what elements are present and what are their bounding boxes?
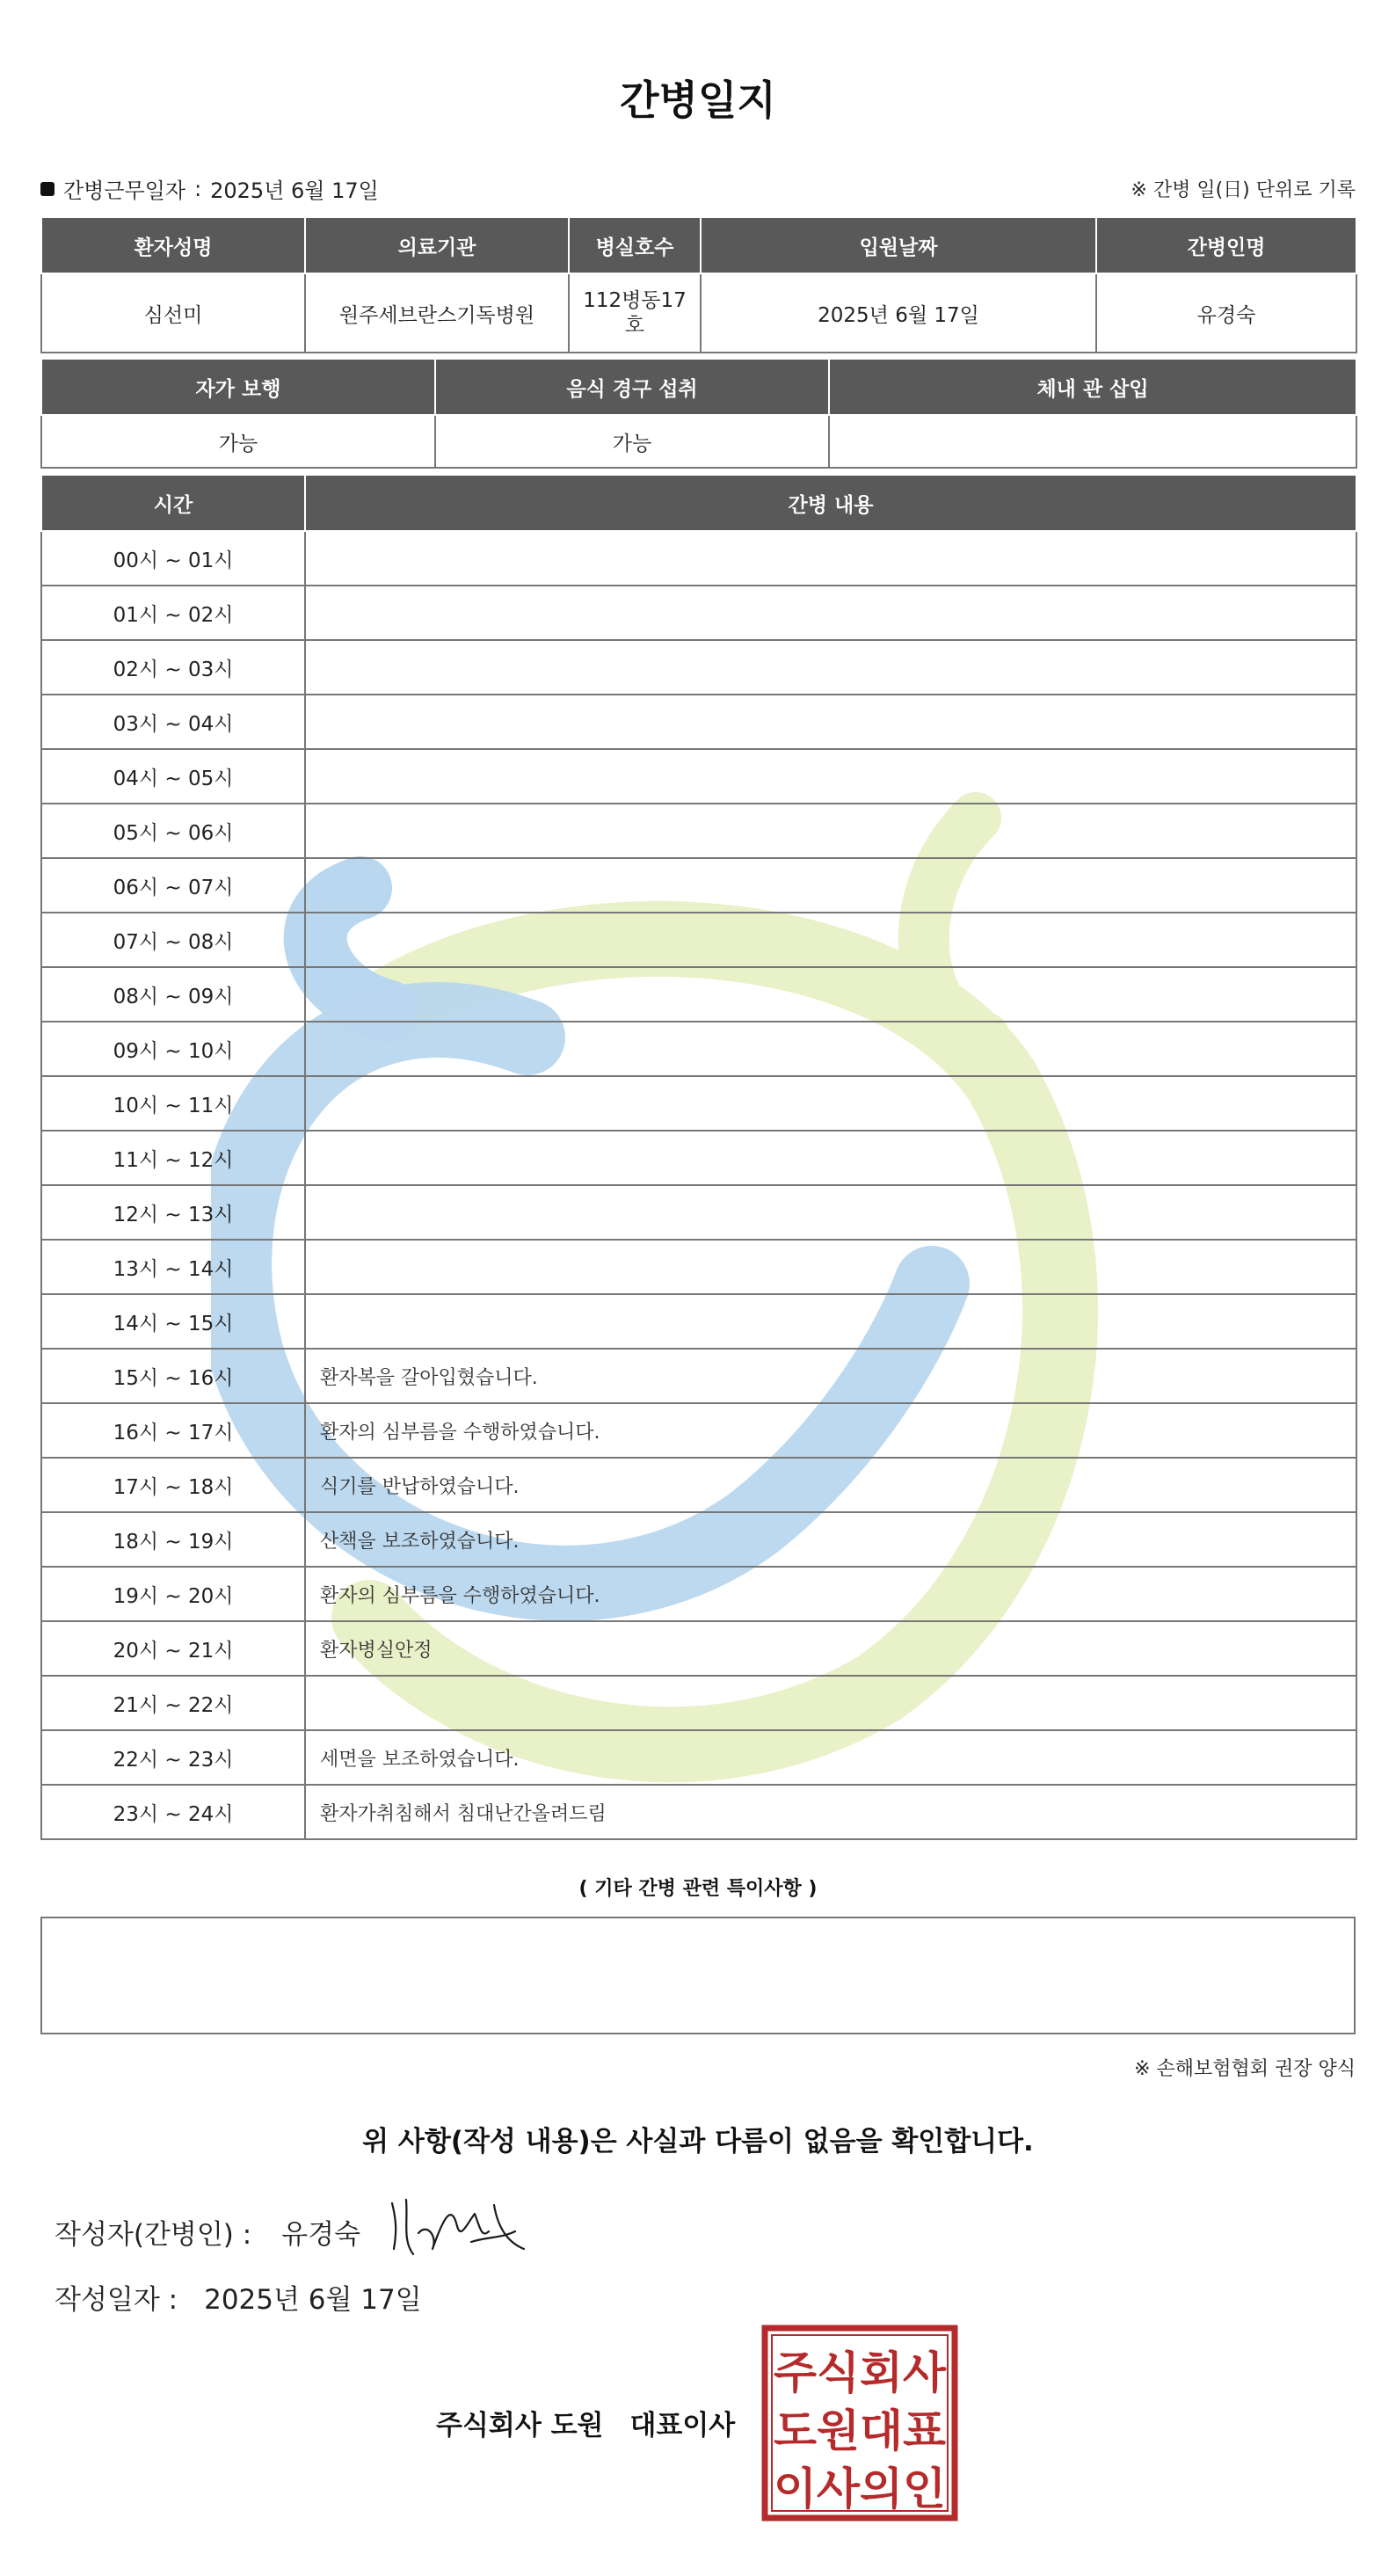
room-number: 112병동17 호 [569, 273, 701, 353]
care-log-header-row [41, 476, 1356, 531]
log-time-cell: 06시 ~ 07시 [41, 858, 305, 913]
header-time: 시간 [41, 476, 305, 531]
work-date-separator: : [194, 176, 202, 201]
table-row [41, 913, 1356, 967]
written-date-label: 작성일자 : [55, 2284, 178, 2316]
written-date-line [55, 2277, 422, 2317]
log-content-cell [305, 1240, 1356, 1294]
log-time-cell: 16시 ~ 17시 [41, 1403, 305, 1458]
header-care-content: 간병 내용 [305, 476, 1356, 531]
log-time-cell: 20시 ~ 21시 [41, 1621, 305, 1676]
table-row [41, 749, 1356, 804]
table-row [41, 858, 1356, 913]
table-row [41, 1785, 1356, 1839]
log-content-cell [305, 1076, 1356, 1131]
company-line [436, 2403, 735, 2442]
log-time-cell: 23시 ~ 24시 [41, 1785, 305, 1839]
table-row [41, 967, 1356, 1022]
log-content-cell: 식기를 반납하였습니다. [305, 1458, 1356, 1512]
log-content-cell: 환자의 심부름을 수행하였습니다. [305, 1567, 1356, 1621]
notes-caption: ( 기타 간병 관련 특이사항 ) [578, 1878, 818, 1900]
table-row [41, 1676, 1356, 1730]
log-content-cell: 환자복을 갈아입혔습니다. [305, 1349, 1356, 1403]
table-row [41, 1730, 1356, 1785]
svg-text:이사의인: 이사의인 [774, 2463, 946, 2514]
log-content-cell: 세면을 보조하였습니다. [305, 1730, 1356, 1785]
log-content-cell [305, 695, 1356, 749]
handwritten-signature [383, 2187, 538, 2261]
table-row [41, 531, 1356, 586]
table-row [41, 640, 1356, 695]
log-time-cell: 00시 ~ 01시 [41, 531, 305, 586]
log-content-cell [305, 749, 1356, 804]
log-time-cell: 08시 ~ 09시 [41, 967, 305, 1022]
table-row [41, 1403, 1356, 1458]
confirmation-statement: 위 사항(작성 내용)은 사실과 다름이 없음을 확인합니다. [362, 2126, 1034, 2158]
patient-info-value-row [41, 273, 1356, 353]
log-content-cell: 환자가취침해서 침대난간올려드림 [305, 1785, 1356, 1839]
company-seal-stamp [761, 2325, 958, 2521]
log-time-cell: 03시 ~ 04시 [41, 695, 305, 749]
header-admission-date: 입원날짜 [701, 218, 1096, 273]
caregiver-name: 유경숙 [1096, 273, 1356, 353]
table-row [41, 1567, 1356, 1621]
svg-text:주식회사: 주식회사 [774, 2347, 947, 2398]
svg-text:도원대표: 도원대표 [774, 2405, 947, 2456]
patient-name: 심선미 [41, 273, 305, 353]
log-content-cell [305, 858, 1356, 913]
work-date-label: 간병근무일자 [63, 178, 186, 203]
log-content-cell: 환자병실안정 [305, 1621, 1356, 1676]
care-log-body [41, 531, 1356, 1839]
form-footnote: ※ 손해보험협회 권장 양식 [1134, 2058, 1356, 2080]
log-time-cell: 11시 ~ 12시 [41, 1131, 305, 1185]
log-time-cell: 18시 ~ 19시 [41, 1512, 305, 1567]
log-content-cell [305, 1185, 1356, 1240]
table-row [41, 1294, 1356, 1349]
log-time-cell: 17시 ~ 18시 [41, 1458, 305, 1512]
admission-date: 2025년 6월 17일 [701, 273, 1096, 353]
log-content-cell: 환자의 심부름을 수행하였습니다. [305, 1403, 1356, 1458]
table-row [41, 1076, 1356, 1131]
log-content-cell [305, 531, 1356, 586]
company-name: 주식회사 도원 [436, 2410, 604, 2441]
tube-insertion-value [829, 415, 1356, 468]
log-time-cell: 09시 ~ 10시 [41, 1022, 305, 1076]
table-row [41, 1349, 1356, 1403]
hospital-name: 원주세브란스기독병원 [305, 273, 569, 353]
self-walking-value: 가능 [41, 415, 435, 468]
log-content-cell: 산책을 보조하였습니다. [305, 1512, 1356, 1567]
writer-line [55, 2212, 360, 2252]
page-title: 간병일지 [620, 76, 776, 124]
table-row [41, 1512, 1356, 1567]
log-time-cell: 22시 ~ 23시 [41, 1730, 305, 1785]
table-row [41, 804, 1356, 858]
log-content-cell [305, 913, 1356, 967]
header-caregiver-name: 간병인명 [1096, 218, 1356, 273]
care-log-table [40, 476, 1357, 1840]
log-content-cell [305, 586, 1356, 640]
log-time-cell: 05시 ~ 06시 [41, 804, 305, 858]
header-room: 병실호수 [569, 218, 701, 273]
unit-note: ※ 간병 일(日) 단위로 기록 [1131, 179, 1356, 201]
log-content-cell [305, 1676, 1356, 1730]
table-row [41, 1621, 1356, 1676]
patient-status-table [40, 360, 1357, 469]
log-content-cell [305, 1131, 1356, 1185]
representative-title: 대표이사 [629, 2410, 736, 2441]
log-time-cell: 04시 ~ 05시 [41, 749, 305, 804]
table-row [41, 586, 1356, 640]
patient-info-table [40, 218, 1357, 353]
log-time-cell: 10시 ~ 11시 [41, 1076, 305, 1131]
header-tube-insertion: 체내 관 삽입 [829, 360, 1356, 415]
log-time-cell: 02시 ~ 03시 [41, 640, 305, 695]
header-patient-name: 환자성명 [41, 218, 305, 273]
special-notes-box [40, 1917, 1356, 2034]
status-header-row [41, 360, 1356, 415]
table-row [41, 695, 1356, 749]
log-time-cell: 07시 ~ 08시 [41, 913, 305, 967]
log-time-cell: 12시 ~ 13시 [41, 1185, 305, 1240]
log-content-cell [305, 804, 1356, 858]
header-oral-intake: 음식 경구 섭취 [435, 360, 829, 415]
table-row [41, 1022, 1356, 1076]
table-row [41, 1185, 1356, 1240]
writer-name: 유경숙 [281, 2219, 361, 2251]
log-time-cell: 15시 ~ 16시 [41, 1349, 305, 1403]
table-row [41, 1240, 1356, 1294]
log-content-cell [305, 1294, 1356, 1349]
table-row [41, 1131, 1356, 1185]
status-value-row [41, 415, 1356, 468]
black-square-icon [40, 182, 55, 196]
header-self-walking: 자가 보행 [41, 360, 435, 415]
oral-intake-value: 가능 [435, 415, 829, 468]
log-content-cell [305, 1022, 1356, 1076]
log-content-cell [305, 967, 1356, 1022]
log-time-cell: 21시 ~ 22시 [41, 1676, 305, 1730]
log-time-cell: 13시 ~ 14시 [41, 1240, 305, 1294]
writer-label: 작성자(간병인) : [55, 2219, 252, 2251]
log-time-cell: 14시 ~ 15시 [41, 1294, 305, 1349]
log-content-cell [305, 640, 1356, 695]
work-date-line [40, 173, 379, 204]
header-hospital: 의료기관 [305, 218, 569, 273]
patient-info-header-row [41, 218, 1356, 273]
written-date-value: 2025년 6월 17일 [204, 2284, 422, 2316]
table-row [41, 1458, 1356, 1512]
log-time-cell: 19시 ~ 20시 [41, 1567, 305, 1621]
log-time-cell: 01시 ~ 02시 [41, 586, 305, 640]
work-date-value: 2025년 6월 17일 [210, 178, 379, 203]
